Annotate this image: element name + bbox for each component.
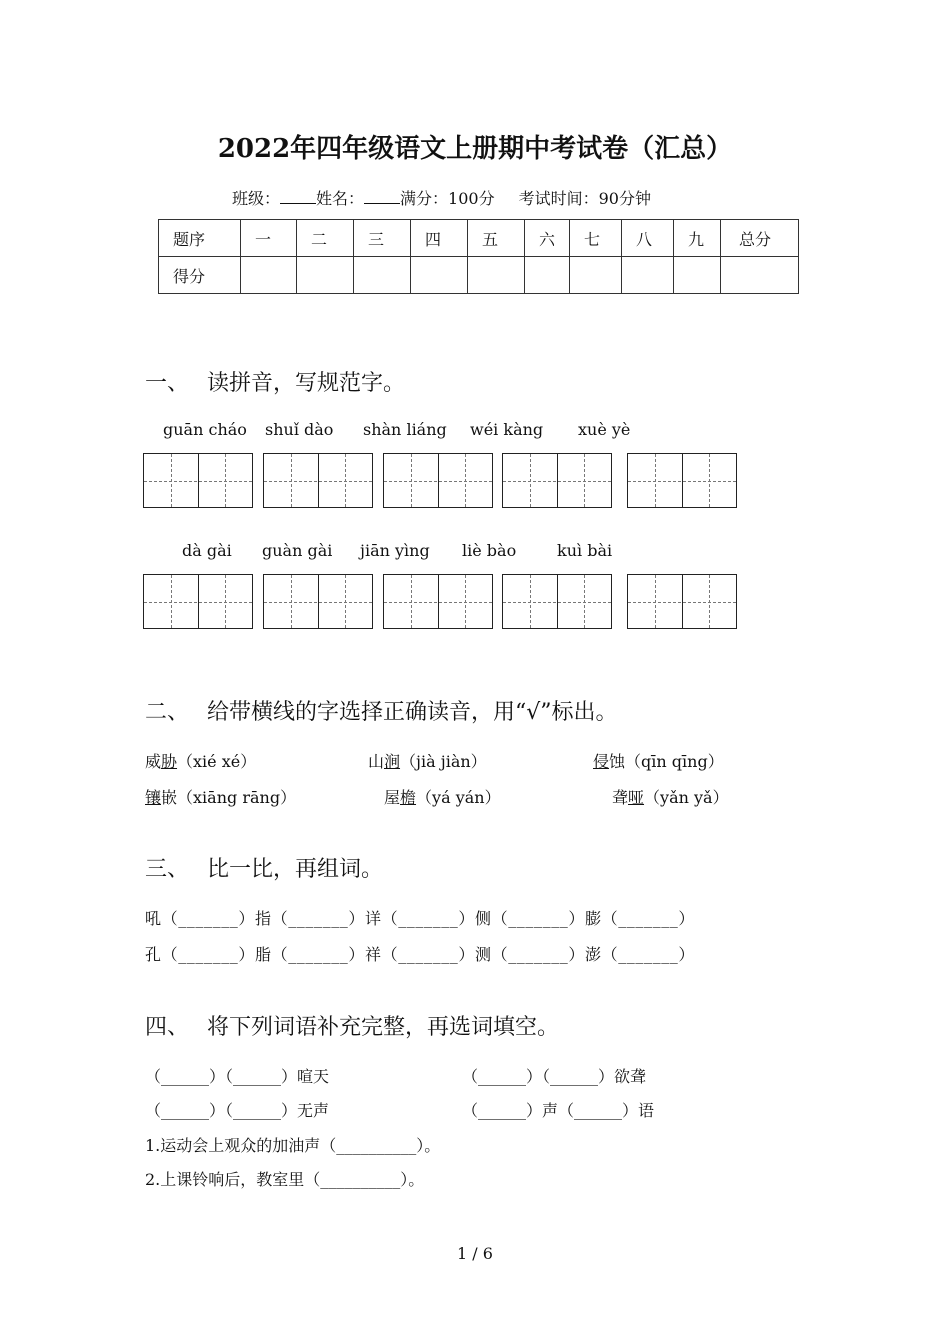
score-cell[interactable] (721, 257, 799, 294)
score-cell[interactable] (354, 257, 411, 294)
section-title: 给带横线的字选择正确读音，用“√”标出。 (207, 700, 618, 725)
name-blank[interactable] (364, 189, 400, 204)
table-cell: 二 (297, 220, 354, 257)
exam-info (232, 186, 651, 209)
score-table (158, 219, 799, 294)
writing-grid[interactable] (502, 574, 612, 629)
section-number: 一、 (145, 371, 190, 396)
score-cell[interactable] (297, 257, 354, 294)
score-cell[interactable] (674, 257, 721, 294)
score-table-header-row (159, 220, 799, 257)
table-cell: 四 (411, 220, 468, 257)
pronunciation-item[interactable]: 山涧（jià jiàn） (368, 752, 487, 771)
table-cell: 得分 (159, 257, 241, 294)
score-cell[interactable] (241, 257, 297, 294)
class-blank[interactable] (280, 189, 316, 204)
table-cell: 七 (570, 220, 622, 257)
section-title: 比一比，再组词。 (207, 857, 384, 882)
pinyin: shuǐ dào (265, 420, 334, 439)
score-cell[interactable] (411, 257, 468, 294)
writing-grid[interactable] (263, 574, 373, 629)
section-3-heading (145, 852, 383, 883)
word-group-row[interactable]: 吼（_______）指（_______）详（_______）侧（_______）膨（_______） (145, 909, 695, 928)
page-number: 1 / 6 (457, 1244, 493, 1263)
score-cell[interactable] (622, 257, 674, 294)
pinyin: shàn liáng (363, 420, 447, 439)
exam-time-label: 考试时间：90分钟 (518, 189, 651, 208)
pinyin: jiān yìng (360, 541, 430, 560)
pinyin: kuì bài (557, 541, 613, 560)
pinyin: guān cháo (163, 420, 247, 439)
pinyin: guàn gài (262, 541, 333, 560)
section-number: 三、 (145, 857, 190, 882)
pronunciation-item[interactable]: 镶嵌（xiāng rāng） (145, 788, 297, 807)
section-2-heading (145, 695, 618, 726)
fill-question[interactable]: 2.上课铃响后，教室里（__________）。 (145, 1170, 425, 1189)
score-cell[interactable] (468, 257, 525, 294)
writing-grid[interactable] (383, 453, 493, 508)
writing-grid[interactable] (263, 453, 373, 508)
writing-grid[interactable] (502, 453, 612, 508)
pronunciation-item[interactable]: 聋哑（yǎn yǎ） (612, 788, 729, 807)
score-cell[interactable] (525, 257, 570, 294)
word-group-row[interactable]: 孔（_______）脂（_______）祥（_______）测（_______）澎（_______） (145, 945, 695, 964)
idiom-blank[interactable]: （______）（______）欲聋 (462, 1067, 647, 1086)
table-cell: 一 (241, 220, 297, 257)
idiom-blank[interactable]: （______）（______）喧天 (145, 1067, 330, 1086)
page-title: 2022年四年级语文上册期中考试卷（汇总） (217, 134, 733, 164)
pinyin: xuè yè (578, 420, 631, 439)
section-number: 二、 (145, 700, 190, 725)
writing-grid[interactable] (143, 574, 253, 629)
pinyin: wéi kàng (470, 420, 544, 439)
fill-question[interactable]: 1.运动会上观众的加油声（__________）。 (145, 1136, 441, 1155)
writing-grid[interactable] (143, 453, 253, 508)
pinyin: dà gài (182, 541, 232, 560)
section-4-heading (145, 1010, 559, 1041)
table-cell: 总分 (721, 220, 799, 257)
idiom-blank[interactable]: （______）（______）无声 (145, 1101, 330, 1120)
full-score-label: 满分：100分 (400, 189, 495, 208)
table-cell: 八 (622, 220, 674, 257)
writing-grid[interactable] (627, 453, 737, 508)
writing-grid[interactable] (627, 574, 737, 629)
table-cell: 三 (354, 220, 411, 257)
writing-grid[interactable] (383, 574, 493, 629)
pronunciation-item[interactable]: 屋檐（yá yán） (384, 788, 501, 807)
table-cell: 六 (525, 220, 570, 257)
section-number: 四、 (145, 1015, 190, 1040)
class-label: 班级： (232, 189, 281, 208)
section-title: 读拼音，写规范字。 (207, 371, 406, 396)
pinyin: liè bào (462, 541, 517, 560)
score-table-score-row (159, 257, 799, 294)
score-cell[interactable] (570, 257, 622, 294)
table-cell: 题序 (159, 220, 241, 257)
section-title: 将下列词语补充完整，再选词填空。 (207, 1015, 560, 1040)
idiom-blank[interactable]: （______）声（______）语 (462, 1101, 655, 1120)
pronunciation-item[interactable]: 威胁（xié xé） (145, 752, 257, 771)
pronunciation-item[interactable]: 侵蚀（qīn qīng） (593, 752, 724, 771)
table-cell: 五 (468, 220, 525, 257)
table-cell: 九 (674, 220, 721, 257)
name-label: 姓名： (316, 189, 365, 208)
section-1-heading (145, 366, 405, 397)
